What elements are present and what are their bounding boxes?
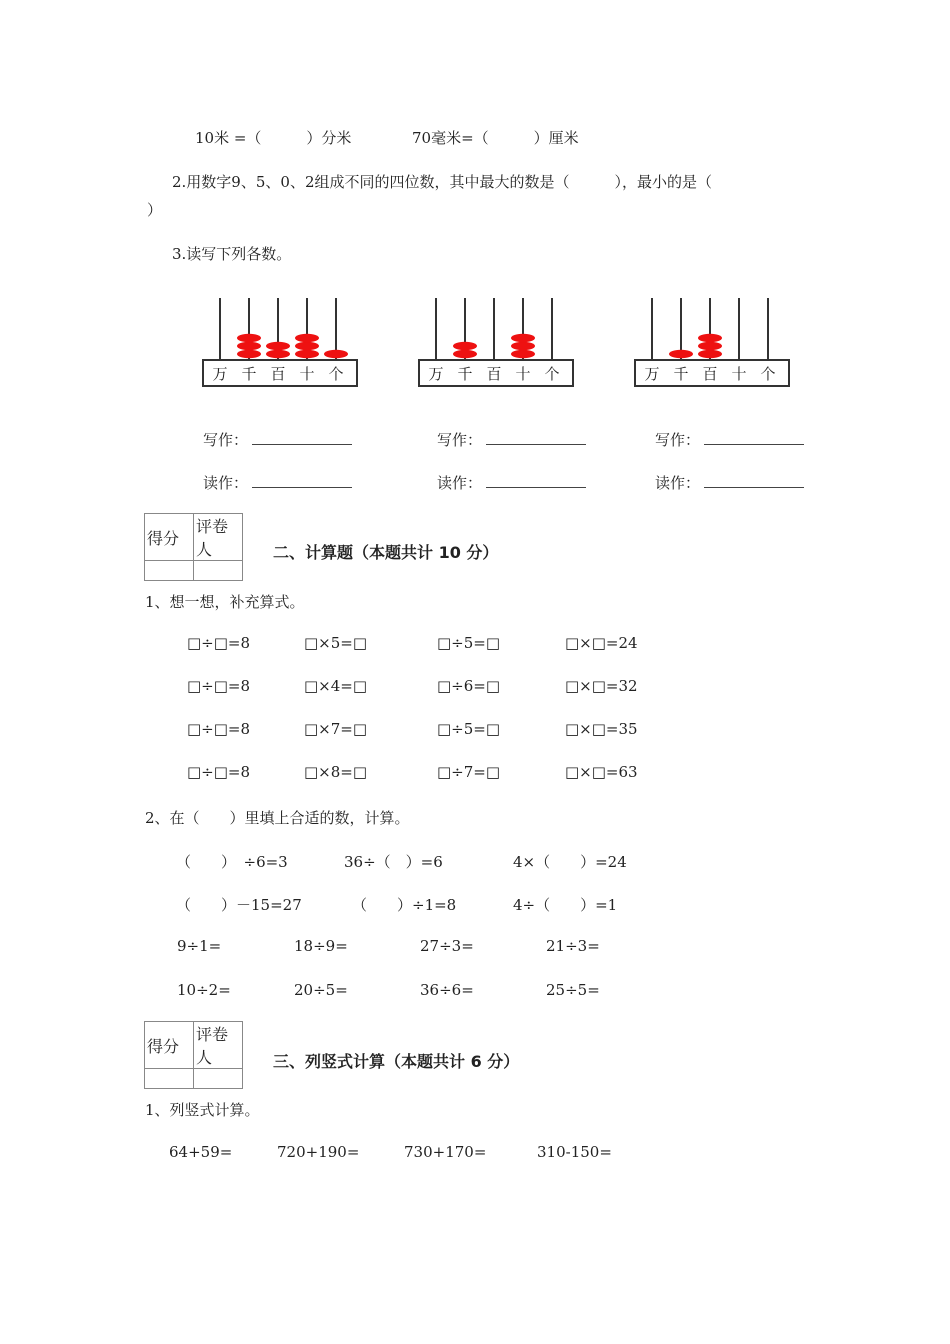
abacus-bead: [669, 350, 693, 358]
calc-item: 4×（ ）=24: [513, 853, 627, 871]
abacus-bead: [324, 350, 348, 358]
calc-item: （ ）÷1=8: [352, 896, 457, 914]
grader-header: 评卷人: [194, 1022, 243, 1069]
calc-item: （ ）－15=27: [176, 896, 302, 914]
write-field-2[interactable]: [437, 429, 586, 450]
write-label: 写作：: [203, 431, 249, 449]
score-header: 得分: [145, 1022, 194, 1069]
abacus-place-label: 千: [673, 365, 689, 383]
equation-item: □×□=35: [565, 720, 638, 738]
abacus-place-label: 个: [328, 365, 344, 383]
abacus-place-label: 百: [270, 365, 286, 383]
abacus-place-label: 十: [515, 365, 531, 383]
abacus-bead: [453, 350, 477, 358]
score-box-1: [144, 513, 243, 581]
abacus-bead: [698, 350, 722, 358]
abacus-bead: [295, 342, 319, 350]
write-field-1[interactable]: [203, 429, 352, 450]
abacus-bead: [698, 342, 722, 350]
write-field-3[interactable]: [655, 429, 804, 450]
equation-item: □÷6=□: [437, 677, 501, 695]
grader-header: 评卷人: [194, 514, 243, 561]
abacus-bead: [237, 334, 261, 342]
equation-item: □×4=□: [304, 677, 368, 695]
vertical-calc-item: 720+190=: [277, 1143, 360, 1161]
calc-item: 25÷5=: [546, 981, 600, 999]
abacus-bead: [511, 334, 535, 342]
question-2-line1: 2.用数字9、5、0、2组成不同的四位数，其中最大的数是（ ），最小的是（: [172, 173, 712, 191]
read-label: 读作：: [203, 474, 249, 492]
abacus-bead: [237, 350, 261, 358]
read-blank[interactable]: [704, 473, 804, 488]
vertical-calc-item: 310-150=: [537, 1143, 612, 1161]
section-3-q1-label: 1、列竖式计算。: [145, 1101, 260, 1119]
abacus-bead: [237, 342, 261, 350]
equation-item: □×□=63: [565, 763, 638, 781]
abacus-place-label: 万: [644, 365, 660, 383]
abacus-bead: [511, 342, 535, 350]
write-blank[interactable]: [704, 430, 804, 445]
equation-item: □÷□=8: [187, 634, 251, 652]
calc-item: 36÷6=: [420, 981, 474, 999]
section-3-title: 三、列竖式计算（本题共计 6 分）: [273, 1052, 520, 1071]
abacus-bead: [698, 334, 722, 342]
vertical-calc-item: 64+59=: [169, 1143, 233, 1161]
abacus-place-label: 个: [760, 365, 776, 383]
abacus-2-drawing: [416, 296, 586, 391]
abacus-place-label: 百: [486, 365, 502, 383]
abacus-place-label: 千: [457, 365, 473, 383]
calc-item: 36÷（ ）=6: [344, 853, 443, 871]
read-field-1[interactable]: [203, 472, 352, 493]
section-2-title: 二、计算题（本题共计 10 分）: [273, 543, 499, 562]
read-blank[interactable]: [486, 473, 586, 488]
abacus-bead: [511, 350, 535, 358]
equation-item: □×□=32: [565, 677, 638, 695]
equation-item: □÷□=8: [187, 720, 251, 738]
score-cell[interactable]: [145, 1069, 194, 1089]
abacus-bead: [266, 342, 290, 350]
abacus-bead: [295, 350, 319, 358]
read-field-3[interactable]: [655, 472, 804, 493]
section-2-q2-label: 2、在（ ）里填上合适的数，计算。: [145, 809, 410, 827]
equation-item: □÷□=8: [187, 677, 251, 695]
abacus-place-label: 十: [299, 365, 315, 383]
calc-item: 20÷5=: [294, 981, 348, 999]
calc-item: 27÷3=: [420, 937, 474, 955]
calc-item: 18÷9=: [294, 937, 348, 955]
score-box-2: [144, 1021, 243, 1089]
grader-cell[interactable]: [194, 561, 243, 581]
abacus-place-label: 十: [731, 365, 747, 383]
write-label: 写作：: [437, 431, 483, 449]
abacus-2: [416, 296, 586, 395]
equation-item: □×8=□: [304, 763, 368, 781]
score-header: 得分: [145, 514, 194, 561]
abacus-3: [632, 296, 802, 395]
calc-item: 4÷（ ）=1: [513, 896, 618, 914]
abacus-bead: [295, 334, 319, 342]
calc-item: 21÷3=: [546, 937, 600, 955]
write-blank[interactable]: [486, 430, 586, 445]
question-2-line2: ）: [147, 201, 163, 219]
abacus-place-label: 个: [544, 365, 560, 383]
read-label: 读作：: [437, 474, 483, 492]
write-blank[interactable]: [252, 430, 352, 445]
question-3-label: 3.读写下列各数。: [172, 245, 292, 263]
read-field-2[interactable]: [437, 472, 586, 493]
equation-item: □÷□=8: [187, 763, 251, 781]
abacus-3-drawing: [632, 296, 802, 391]
vertical-calc-item: 730+170=: [404, 1143, 487, 1161]
calc-item: 9÷1=: [177, 937, 222, 955]
equation-item: □×5=□: [304, 634, 368, 652]
abacus-place-label: 万: [212, 365, 228, 383]
abacus-place-label: 千: [241, 365, 257, 383]
abacus-1: [200, 296, 370, 395]
grader-cell[interactable]: [194, 1069, 243, 1089]
equation-item: □÷5=□: [437, 634, 501, 652]
abacus-place-label: 万: [428, 365, 444, 383]
equation-item: □÷5=□: [437, 720, 501, 738]
abacus-1-drawing: [200, 296, 370, 391]
equation-item: □×7=□: [304, 720, 368, 738]
unit-conversion-mm: 70毫米=（ ）厘米: [412, 129, 579, 147]
read-label: 读作：: [655, 474, 701, 492]
unit-conversion-meter: 10米 =（ ）分米: [195, 129, 352, 147]
equation-item: □÷7=□: [437, 763, 501, 781]
write-label: 写作：: [655, 431, 701, 449]
score-cell[interactable]: [145, 561, 194, 581]
read-blank[interactable]: [252, 473, 352, 488]
abacus-bead: [266, 350, 290, 358]
equation-item: □×□=24: [565, 634, 638, 652]
calc-item: （ ） ÷6=3: [176, 853, 288, 871]
abacus-bead: [453, 342, 477, 350]
abacus-place-label: 百: [702, 365, 718, 383]
calc-item: 10÷2=: [177, 981, 231, 999]
section-2-q1-label: 1、想一想，补充算式。: [145, 593, 305, 611]
